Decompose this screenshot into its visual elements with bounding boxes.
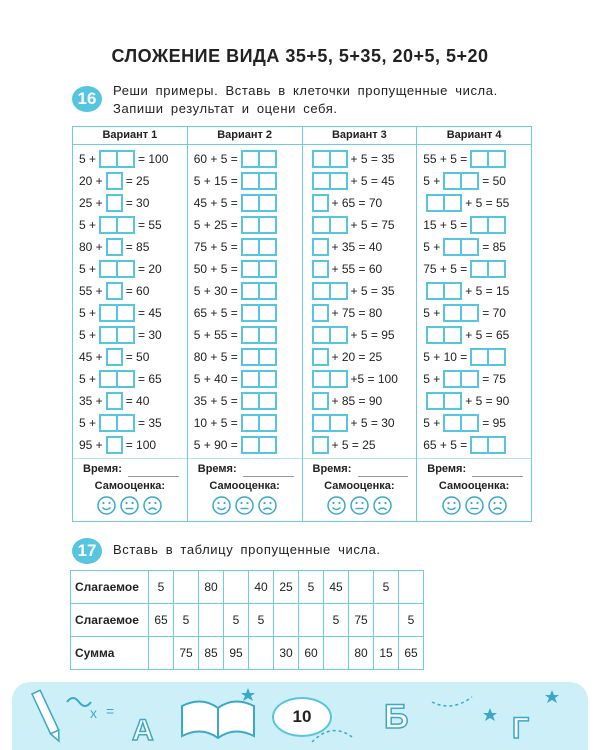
answer-box[interactable] bbox=[106, 238, 123, 256]
empty-cell[interactable] bbox=[349, 571, 374, 604]
answer-box[interactable] bbox=[241, 216, 277, 234]
time-input-line[interactable] bbox=[472, 476, 523, 477]
equation-row bbox=[73, 214, 187, 236]
value-cell: 5 bbox=[299, 571, 324, 604]
answer-box[interactable] bbox=[99, 370, 135, 388]
equation-left: 25 + bbox=[79, 196, 103, 210]
value-cell: 5 bbox=[149, 571, 174, 604]
empty-cell[interactable] bbox=[174, 571, 199, 604]
self-assessment-faces bbox=[303, 496, 417, 515]
equation-right: + 55 = 60 bbox=[331, 262, 383, 276]
answer-box[interactable] bbox=[470, 436, 506, 454]
time-input-line[interactable] bbox=[243, 476, 294, 477]
equation-left: 5 + bbox=[79, 328, 97, 342]
equation-row bbox=[73, 302, 187, 324]
equation-row bbox=[303, 302, 417, 324]
equation-row bbox=[188, 258, 302, 280]
answer-box[interactable] bbox=[241, 238, 277, 256]
equation-right: + 35 = 40 bbox=[331, 240, 383, 254]
row-label: Слагаемое bbox=[71, 571, 149, 604]
answer-box[interactable] bbox=[470, 348, 506, 366]
equation-row bbox=[303, 390, 417, 412]
answer-box[interactable] bbox=[241, 414, 277, 432]
value-cell: 95 bbox=[224, 637, 249, 670]
equation-row bbox=[417, 258, 531, 280]
equation-row bbox=[188, 192, 302, 214]
equation-row bbox=[303, 280, 417, 302]
self-assessment-label: Самооценка: bbox=[209, 480, 280, 492]
equation-left: 5 + 25 = bbox=[193, 218, 238, 232]
equation-row bbox=[188, 434, 302, 456]
empty-cell[interactable] bbox=[299, 604, 324, 637]
equation-left: 5 + 90 = bbox=[193, 438, 238, 452]
value-cell: 5 bbox=[374, 571, 399, 604]
task-17-instruction: Вставь в таблицу пропущенные числа. bbox=[113, 542, 381, 557]
answer-box[interactable] bbox=[312, 260, 329, 278]
value-cell: 45 bbox=[324, 571, 349, 604]
value-cell: 25 bbox=[274, 571, 299, 604]
empty-cell[interactable] bbox=[374, 604, 399, 637]
equation-row bbox=[303, 170, 417, 192]
answer-box[interactable] bbox=[241, 150, 277, 168]
equation-right: = 50 bbox=[125, 350, 150, 364]
equation-row bbox=[303, 236, 417, 258]
value-cell: 40 bbox=[249, 571, 274, 604]
time-input-line[interactable] bbox=[358, 476, 409, 477]
equation-left: 35 + 5 = bbox=[193, 394, 238, 408]
happy-face-icon[interactable] bbox=[327, 496, 346, 515]
variant-column-4 bbox=[417, 127, 531, 521]
equation-left: 5 + bbox=[79, 372, 97, 386]
answer-box[interactable] bbox=[99, 414, 135, 432]
equation-right: = 100 bbox=[138, 152, 169, 166]
answer-box[interactable] bbox=[241, 172, 277, 190]
value-cell: 15 bbox=[374, 637, 399, 670]
letter-b-decoration: Б bbox=[384, 698, 409, 736]
answer-box[interactable] bbox=[241, 194, 277, 212]
equation-left: 80 + 5 = bbox=[193, 350, 238, 364]
equation-right: + 5 = 90 bbox=[465, 394, 510, 408]
answer-box[interactable] bbox=[241, 348, 277, 366]
time-label: Время: bbox=[312, 463, 352, 475]
equation-row bbox=[73, 434, 187, 456]
equation-right: = 35 bbox=[138, 416, 162, 430]
answer-box[interactable] bbox=[312, 194, 329, 212]
doodle-equals-sign: = bbox=[106, 703, 115, 719]
equation-row bbox=[417, 148, 531, 170]
table-row bbox=[71, 637, 424, 670]
book-icon bbox=[182, 701, 254, 738]
divider bbox=[303, 458, 417, 459]
answer-box[interactable] bbox=[312, 238, 329, 256]
equation-right: = 30 bbox=[138, 328, 162, 342]
variant-column-2 bbox=[188, 127, 303, 521]
value-cell: 5 bbox=[174, 604, 199, 637]
equation-row bbox=[417, 192, 531, 214]
value-cell: 80 bbox=[349, 637, 374, 670]
equation-right: + 5 = 95 bbox=[350, 328, 395, 342]
equation-row bbox=[73, 258, 187, 280]
empty-cell[interactable] bbox=[249, 637, 274, 670]
equation-left: 5 + bbox=[79, 262, 97, 276]
equation-left: 45 + 5 = bbox=[193, 196, 238, 210]
sad-face-icon[interactable] bbox=[258, 496, 277, 515]
answer-box[interactable] bbox=[470, 150, 506, 168]
answer-box[interactable] bbox=[312, 370, 348, 388]
self-assessment-faces bbox=[73, 496, 187, 515]
equation-right: + 85 = 90 bbox=[331, 394, 383, 408]
variant-column-3 bbox=[303, 127, 418, 521]
neutral-face-icon[interactable] bbox=[235, 496, 254, 515]
equation-row bbox=[188, 170, 302, 192]
answer-box[interactable] bbox=[312, 326, 348, 344]
equation-left: 5 + bbox=[79, 218, 97, 232]
answer-box[interactable] bbox=[106, 348, 123, 366]
equation-row bbox=[303, 192, 417, 214]
answer-box[interactable] bbox=[99, 150, 135, 168]
equation-left: 50 + 5 = bbox=[193, 262, 238, 276]
equation-left: 5 + bbox=[79, 306, 97, 320]
answer-box[interactable] bbox=[312, 304, 329, 322]
equation-right: + 5 = 25 bbox=[331, 438, 376, 452]
pencil-icon bbox=[32, 690, 63, 743]
answer-box[interactable] bbox=[99, 216, 135, 234]
task-16-badge: 16 bbox=[72, 86, 102, 112]
equation-right: = 65 bbox=[138, 372, 162, 386]
equation-left: 45 + bbox=[79, 350, 103, 364]
equation-row bbox=[303, 258, 417, 280]
variants-table bbox=[72, 126, 532, 522]
equation-row bbox=[303, 148, 417, 170]
neutral-face-icon[interactable] bbox=[120, 496, 139, 515]
equation-row bbox=[417, 390, 531, 412]
equation-right: + 65 = 70 bbox=[331, 196, 383, 210]
equation-left: 65 + 5 = bbox=[193, 306, 238, 320]
variant-header: Вариант 2 bbox=[188, 127, 302, 145]
variant-header: Вариант 3 bbox=[303, 127, 417, 145]
page-title: СЛОЖЕНИЕ ВИДА 35+5, 5+35, 20+5, 5+20 bbox=[111, 46, 489, 66]
variant-header: Вариант 4 bbox=[417, 127, 531, 145]
value-cell: 5 bbox=[324, 604, 349, 637]
equation-left: 5 + 10 = bbox=[423, 350, 468, 364]
equation-left: 55 + 5 = bbox=[423, 152, 468, 166]
equation-row bbox=[303, 412, 417, 434]
sad-face-icon[interactable] bbox=[488, 496, 507, 515]
addition-table bbox=[70, 570, 424, 670]
answer-box[interactable] bbox=[443, 304, 479, 322]
equation-row bbox=[188, 390, 302, 412]
equation-left: 5 + bbox=[423, 306, 441, 320]
equation-right: = 95 bbox=[482, 416, 506, 430]
equation-right: + 5 = 55 bbox=[465, 196, 510, 210]
value-cell: 60 bbox=[299, 637, 324, 670]
equation-right: = 70 bbox=[482, 306, 506, 320]
equation-left: 55 + bbox=[79, 284, 103, 298]
equation-right: = 85 bbox=[482, 240, 506, 254]
answer-box[interactable] bbox=[443, 370, 479, 388]
answer-box[interactable] bbox=[443, 172, 479, 190]
happy-face-icon[interactable] bbox=[442, 496, 461, 515]
answer-box[interactable] bbox=[312, 172, 348, 190]
equation-row bbox=[188, 302, 302, 324]
value-cell: 75 bbox=[349, 604, 374, 637]
equation-row bbox=[417, 302, 531, 324]
answer-box[interactable] bbox=[312, 436, 329, 454]
letter-g-decoration: Г bbox=[512, 712, 530, 745]
time-label: Время: bbox=[197, 463, 237, 475]
equation-row bbox=[417, 170, 531, 192]
equation-left: 5 + bbox=[423, 416, 441, 430]
answer-box[interactable] bbox=[106, 436, 123, 454]
time-input-line[interactable] bbox=[128, 476, 179, 477]
equation-right: = 75 bbox=[482, 372, 506, 386]
answer-box[interactable] bbox=[470, 260, 506, 278]
equation-row bbox=[73, 192, 187, 214]
equation-row bbox=[303, 346, 417, 368]
equation-row bbox=[188, 236, 302, 258]
answer-box[interactable] bbox=[106, 282, 123, 300]
equation-left: 35 + bbox=[79, 394, 103, 408]
equation-left: 75 + 5 = bbox=[193, 240, 238, 254]
equation-right: = 25 bbox=[125, 174, 150, 188]
equation-row bbox=[417, 214, 531, 236]
equation-row bbox=[303, 324, 417, 346]
value-cell: 80 bbox=[199, 571, 224, 604]
equation-right: = 55 bbox=[138, 218, 162, 232]
answer-box[interactable] bbox=[312, 414, 348, 432]
value-cell: 65 bbox=[399, 637, 424, 670]
equation-right: = 20 bbox=[138, 262, 162, 276]
self-assessment-faces bbox=[188, 496, 302, 515]
equation-row bbox=[188, 148, 302, 170]
equation-right: = 45 bbox=[138, 306, 162, 320]
task-16-line-1: Реши примеры. Вставь в клеточки пропущенные числа. bbox=[113, 83, 498, 98]
equation-row bbox=[188, 324, 302, 346]
value-cell: 5 bbox=[224, 604, 249, 637]
answer-box[interactable] bbox=[241, 436, 277, 454]
answer-box[interactable] bbox=[99, 260, 135, 278]
answer-box[interactable] bbox=[106, 392, 123, 410]
equation-right: = 100 bbox=[125, 438, 157, 452]
equation-row bbox=[188, 412, 302, 434]
equation-left: 5 + bbox=[79, 152, 97, 166]
equation-row bbox=[303, 214, 417, 236]
variant-header: Вариант 1 bbox=[73, 127, 187, 145]
self-assessment-label: Самооценка: bbox=[438, 480, 510, 492]
answer-box[interactable] bbox=[426, 194, 462, 212]
equation-row bbox=[417, 236, 531, 258]
equation-row bbox=[417, 346, 531, 368]
letter-a-decoration: А bbox=[132, 714, 154, 747]
equation-left: 5 + bbox=[79, 416, 97, 430]
equation-row bbox=[417, 324, 531, 346]
answer-box[interactable] bbox=[443, 414, 479, 432]
equation-row bbox=[188, 346, 302, 368]
doodle-x-letter: x bbox=[90, 705, 97, 721]
equation-row bbox=[188, 368, 302, 390]
self-assessment-faces bbox=[417, 496, 531, 515]
answer-box[interactable] bbox=[426, 282, 462, 300]
equation-right: = 50 bbox=[482, 174, 506, 188]
answer-box[interactable] bbox=[99, 326, 135, 344]
time-label: Время: bbox=[427, 463, 467, 475]
equation-left: 65 + 5 = bbox=[423, 438, 468, 452]
equation-left: 15 + 5 = bbox=[423, 218, 468, 232]
equation-row bbox=[73, 390, 187, 412]
equation-row bbox=[417, 434, 531, 456]
equation-row bbox=[188, 280, 302, 302]
answer-box[interactable] bbox=[312, 150, 348, 168]
equation-right: + 5 = 35 bbox=[350, 284, 395, 298]
equation-left: 5 + 15 = bbox=[193, 174, 238, 188]
value-cell: 85 bbox=[199, 637, 224, 670]
equation-right: + 5 = 65 bbox=[465, 328, 510, 342]
equation-left: 5 + bbox=[423, 174, 441, 188]
table-row bbox=[71, 571, 424, 604]
divider bbox=[73, 458, 187, 459]
empty-cell[interactable] bbox=[199, 604, 224, 637]
equation-right: + 5 = 35 bbox=[350, 152, 395, 166]
equation-row bbox=[73, 324, 187, 346]
equation-right: + 5 = 75 bbox=[350, 218, 395, 232]
answer-box[interactable] bbox=[312, 392, 329, 410]
equation-right: + 5 = 30 bbox=[350, 416, 395, 430]
equation-left: 80 + bbox=[79, 240, 103, 254]
answer-box[interactable] bbox=[312, 282, 348, 300]
equation-row bbox=[417, 412, 531, 434]
equation-row bbox=[303, 434, 417, 456]
empty-cell[interactable] bbox=[274, 604, 299, 637]
answer-box[interactable] bbox=[241, 392, 277, 410]
row-label: Сумма bbox=[71, 637, 149, 670]
task-16-instruction bbox=[113, 82, 498, 118]
happy-face-icon[interactable] bbox=[212, 496, 231, 515]
task-16-line-2: Запиши результат и оцени себя. bbox=[113, 101, 338, 116]
time-label: Время: bbox=[83, 463, 122, 475]
equation-right: = 40 bbox=[125, 394, 150, 408]
answer-box[interactable] bbox=[241, 370, 277, 388]
answer-box[interactable] bbox=[426, 392, 462, 410]
divider bbox=[188, 458, 302, 459]
value-cell: 65 bbox=[149, 604, 174, 637]
answer-box[interactable] bbox=[470, 216, 506, 234]
answer-box[interactable] bbox=[312, 348, 329, 366]
equation-row bbox=[417, 280, 531, 302]
answer-box[interactable] bbox=[106, 194, 123, 212]
sad-face-icon[interactable] bbox=[143, 496, 162, 515]
equation-left: 20 + bbox=[79, 174, 103, 188]
equation-right: = 85 bbox=[125, 240, 150, 254]
self-assessment-label: Самооценка: bbox=[94, 480, 166, 492]
task-17-badge: 17 bbox=[72, 538, 102, 564]
answer-box[interactable] bbox=[241, 282, 277, 300]
equation-left: 5 + 40 = bbox=[193, 372, 238, 386]
divider bbox=[417, 458, 531, 459]
equation-left: 60 + 5 = bbox=[193, 152, 238, 166]
sad-face-icon[interactable] bbox=[373, 496, 392, 515]
equation-right: +5 = 100 bbox=[350, 372, 398, 386]
answer-box[interactable] bbox=[106, 172, 123, 190]
happy-face-icon[interactable] bbox=[97, 496, 116, 515]
equation-left: 5 + 55 = bbox=[193, 328, 238, 342]
empty-cell[interactable] bbox=[399, 571, 424, 604]
self-assessment-label: Самооценка: bbox=[324, 480, 395, 492]
equation-right: + 5 = 15 bbox=[465, 284, 510, 298]
equation-row bbox=[73, 280, 187, 302]
equation-row bbox=[73, 412, 187, 434]
answer-box[interactable] bbox=[241, 326, 277, 344]
equation-row bbox=[73, 236, 187, 258]
answer-box[interactable] bbox=[241, 260, 277, 278]
empty-cell[interactable] bbox=[324, 637, 349, 670]
equation-row bbox=[73, 148, 187, 170]
equation-row bbox=[417, 368, 531, 390]
row-label: Слагаемое bbox=[71, 604, 149, 637]
equation-left: 5 + 30 = bbox=[193, 284, 238, 298]
equation-right: = 60 bbox=[125, 284, 150, 298]
value-cell: 5 bbox=[399, 604, 424, 637]
equation-row bbox=[303, 368, 417, 390]
equation-right: = 30 bbox=[125, 196, 150, 210]
value-cell: 30 bbox=[274, 637, 299, 670]
equation-left: 5 + bbox=[423, 240, 441, 254]
equation-right: + 5 = 45 bbox=[350, 174, 395, 188]
equation-right: + 75 = 80 bbox=[331, 306, 383, 320]
equation-row bbox=[73, 368, 187, 390]
answer-box[interactable] bbox=[426, 326, 462, 344]
equation-left: 75 + 5 = bbox=[423, 262, 468, 276]
table-row bbox=[71, 604, 424, 637]
empty-cell[interactable] bbox=[149, 637, 174, 670]
equation-left: 10 + 5 = bbox=[193, 416, 238, 430]
answer-box[interactable] bbox=[312, 216, 348, 234]
answer-box[interactable] bbox=[443, 238, 479, 256]
equation-right: + 20 = 25 bbox=[331, 350, 383, 364]
equation-row bbox=[73, 170, 187, 192]
page-number: 10 bbox=[272, 697, 332, 737]
value-cell: 75 bbox=[174, 637, 199, 670]
neutral-face-icon[interactable] bbox=[465, 496, 484, 515]
value-cell: 5 bbox=[249, 604, 274, 637]
variant-column-1 bbox=[73, 127, 188, 521]
equation-row bbox=[188, 214, 302, 236]
equation-left: 5 + bbox=[423, 372, 441, 386]
answer-box[interactable] bbox=[99, 304, 135, 322]
neutral-face-icon[interactable] bbox=[350, 496, 369, 515]
empty-cell[interactable] bbox=[224, 571, 249, 604]
answer-box[interactable] bbox=[241, 304, 277, 322]
equation-left: 95 + bbox=[79, 438, 103, 452]
equation-row bbox=[73, 346, 187, 368]
